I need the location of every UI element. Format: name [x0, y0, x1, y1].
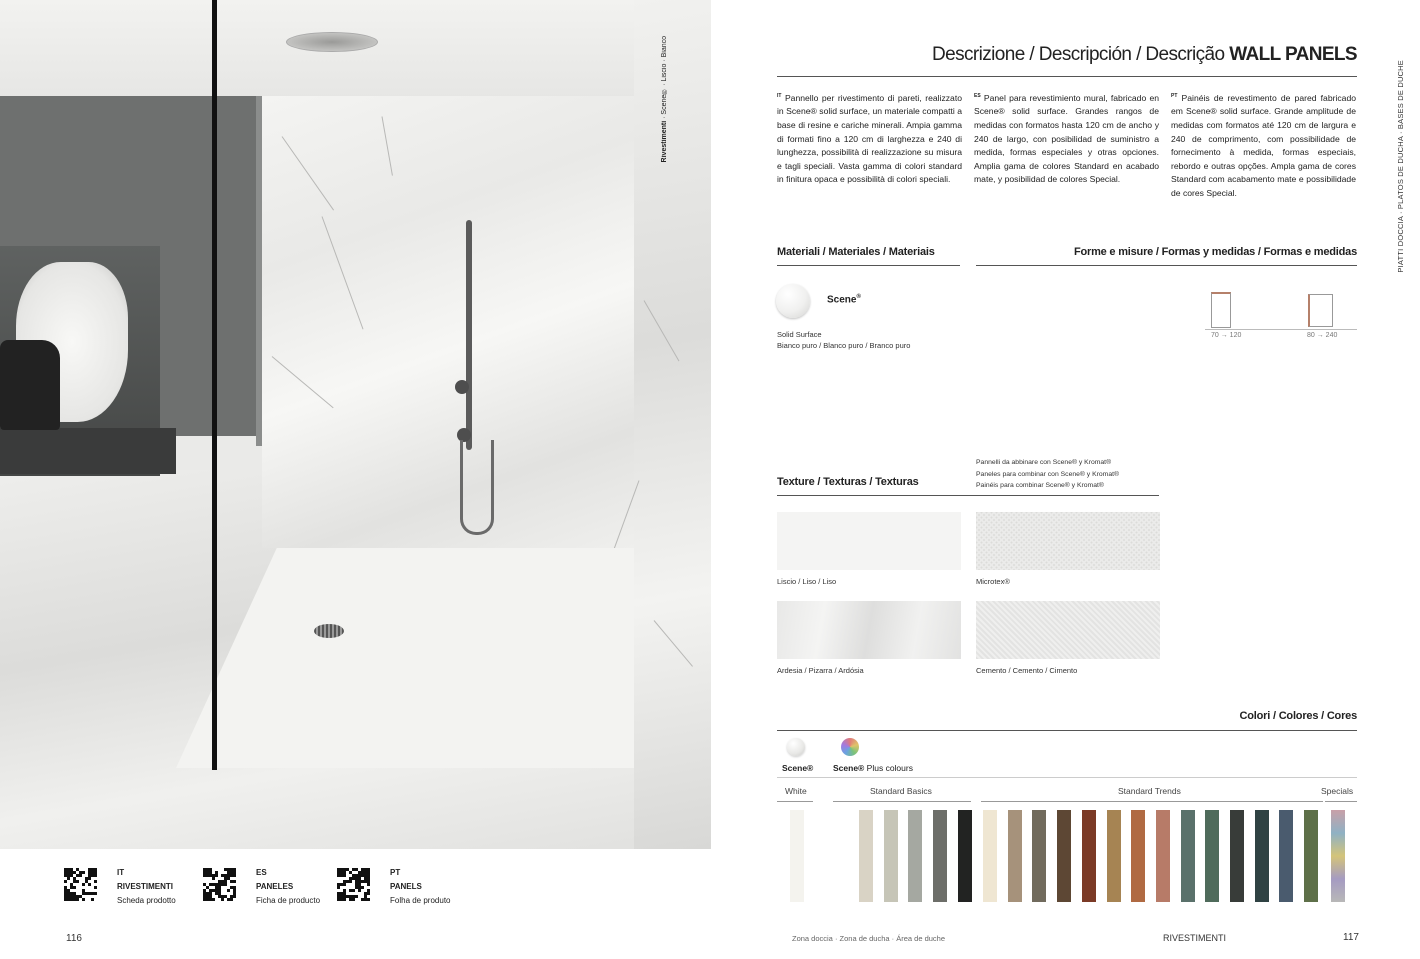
glass-screen-profile — [212, 0, 217, 770]
color-chip-trend — [983, 810, 997, 902]
forms-baseline — [1205, 329, 1357, 330]
group-basics-label: Standard Basics — [870, 786, 932, 796]
group-trends-rule — [981, 801, 1323, 802]
color-chip-trend — [1131, 810, 1145, 902]
qr-code-es[interactable] — [203, 868, 236, 906]
color-chip-basic — [859, 810, 873, 902]
texture-ardesia-swatch — [777, 601, 961, 659]
dark-rug — [0, 428, 176, 474]
materials-divider — [777, 265, 960, 266]
color-chip-basic — [908, 810, 922, 902]
size-label-width: 70 → 120 — [1211, 332, 1242, 339]
scene-material-swatch — [776, 284, 810, 318]
color-chip-trend — [1279, 810, 1293, 902]
description-es: $^{ES}$ Panel para revestimiento mural, fabricado en Scene® solid surface. Grandes rangos de medidas con formatos hasta 120 cm de ancho y 240 de largo, con posibilidad de suministro a medida, formas especiales y otras opciones. Amplia gama de colores Standard en acabado mate, y posibilidad de colores Special. — [974, 92, 1160, 185]
texture-cemento-swatch — [976, 601, 1160, 659]
texture-note: Pannelli da abbinare con Scene® y Kromat® Paneles para combinar con Scene® y Kromat® Painéis para combinar Scene® y Kromat® — [976, 459, 1120, 489]
description-pt: $^{PT}$ Painéis de revestimento de pared fabricado em Scene® solid surface. Grande amplitude de medidas com formatos até 120 cm de largura e 240 de comprimento, com possibilidade de fornecimento à medida, formas especiais, rebordo e outras opções. Ampla gama de cores Standard com acabamento mate e possibilidade de cores Special. — [1171, 92, 1356, 199]
panel-shape-120 — [1211, 292, 1231, 328]
color-chip-trend — [1205, 810, 1219, 902]
scene-plus-label: Scene® Plus colours — [833, 763, 913, 773]
colors-divider — [777, 730, 1357, 731]
marble-wall-panel — [262, 96, 634, 548]
scene-color-swatch-icon — [787, 738, 805, 756]
qr-label-it: IT RIVESTIMENTI Scheda prodotto — [117, 868, 176, 905]
panel-shape-240 — [1308, 294, 1333, 327]
scene-label: Scene® — [782, 763, 814, 773]
footer-area-label: Zona doccia · Zona de ducha · Área de duche — [792, 934, 946, 943]
texture-liscio-label: Liscio / Liso / Liso — [777, 577, 837, 586]
material-description: Solid Surface Bianco puro / Blanco puro / Branco puro — [777, 330, 911, 350]
group-white-label: White — [785, 786, 807, 796]
colors-heading: Colori / Colores / Cores — [1239, 710, 1357, 722]
floor-drain — [314, 624, 344, 638]
color-chip-trend — [1008, 810, 1022, 902]
texture-cemento-label: Cemento / Cemento / Cimento — [976, 666, 1078, 675]
page-number-left: 116 — [66, 933, 82, 944]
photo-caption: Rivestimenti · Scene® · Liscio · Bianco — [661, 36, 668, 163]
group-trends-label: Standard Trends — [1118, 786, 1181, 796]
armchair — [0, 340, 60, 430]
color-chip-trend — [1107, 810, 1121, 902]
shower-hose — [460, 440, 494, 535]
scene-plus-swatch-icon — [841, 738, 859, 756]
texture-microtex-swatch — [976, 512, 1160, 570]
color-chip-trend — [1255, 810, 1269, 902]
color-chip-basic — [958, 810, 972, 902]
qr-code-icon — [337, 868, 370, 901]
forms-divider — [976, 265, 1357, 266]
group-specials-label: Specials — [1321, 786, 1354, 796]
group-basics-rule — [833, 801, 971, 802]
qr-code-pt[interactable] — [337, 868, 370, 906]
title-divider — [777, 76, 1357, 77]
texture-ardesia-label: Ardesia / Pizarra / Ardósia — [777, 666, 864, 675]
description-it: $^{IT}$ Pannello per rivestimento di pareti, realizzato in Scene® solid surface, un materiale compatti a base di resine e cariche minerali. Ampia gamma di formati fino a 120 cm di larghezza e 240 di lunghezza, possibilità di realizzazione su misura e tagli speciali. Vasta gamma di colori standard in finitura opaca e possibilità di colori speciali. — [777, 92, 962, 185]
color-chip-trend — [1032, 810, 1046, 902]
qr-label-pt: PT PANELS Folha de produto — [390, 868, 451, 905]
footer-section-label: RIVESTIMENTI — [1163, 933, 1227, 943]
page-number-right: 117 — [1343, 932, 1359, 943]
textures-heading: Texture / Texturas / Texturas — [777, 476, 919, 488]
material-name: Scene® — [827, 294, 861, 306]
color-chip-basic — [933, 810, 947, 902]
shower-room-photo — [0, 0, 711, 849]
texture-microtex-label: Microtex® — [976, 577, 1010, 586]
shower-valve-icon — [455, 380, 469, 394]
textures-divider — [777, 495, 1159, 496]
color-chip-trend — [1181, 810, 1195, 902]
group-white-rule — [777, 801, 813, 802]
color-chip-trend — [1057, 810, 1071, 902]
group-specials-rule — [1325, 801, 1357, 802]
color-chip-special — [1331, 810, 1345, 902]
color-chip-white — [790, 810, 804, 902]
forms-heading: Forme e misure / Formas y medidas / Formas e medidas — [1073, 246, 1357, 258]
side-section-tab: PIATTI DOCCIA · PLATOS DE DUCHA · BASES DE DUCHE — [1396, 60, 1405, 273]
texture-liscio-swatch — [777, 512, 961, 570]
qr-label-es: ES PANELES Ficha de producto — [256, 868, 321, 905]
colors-sub-divider — [777, 777, 1357, 778]
color-chip-trend — [1230, 810, 1244, 902]
color-chip-trend — [1082, 810, 1096, 902]
page-title: Descrizione / Descripción / Descrição WALL PANELS — [932, 44, 1357, 65]
qr-code-it[interactable] — [64, 868, 97, 906]
size-label-length: 80 → 240 — [1307, 332, 1338, 339]
rain-shower-head — [286, 32, 378, 52]
color-chip-trend — [1304, 810, 1318, 902]
marble-side-wall — [634, 0, 711, 849]
shower-slide-bar — [466, 220, 472, 450]
qr-code-icon — [64, 868, 97, 901]
materials-heading: Materiali / Materiales / Materiais — [777, 246, 935, 258]
qr-code-icon — [203, 868, 236, 901]
color-chip-basic — [884, 810, 898, 902]
color-chip-trend — [1156, 810, 1170, 902]
